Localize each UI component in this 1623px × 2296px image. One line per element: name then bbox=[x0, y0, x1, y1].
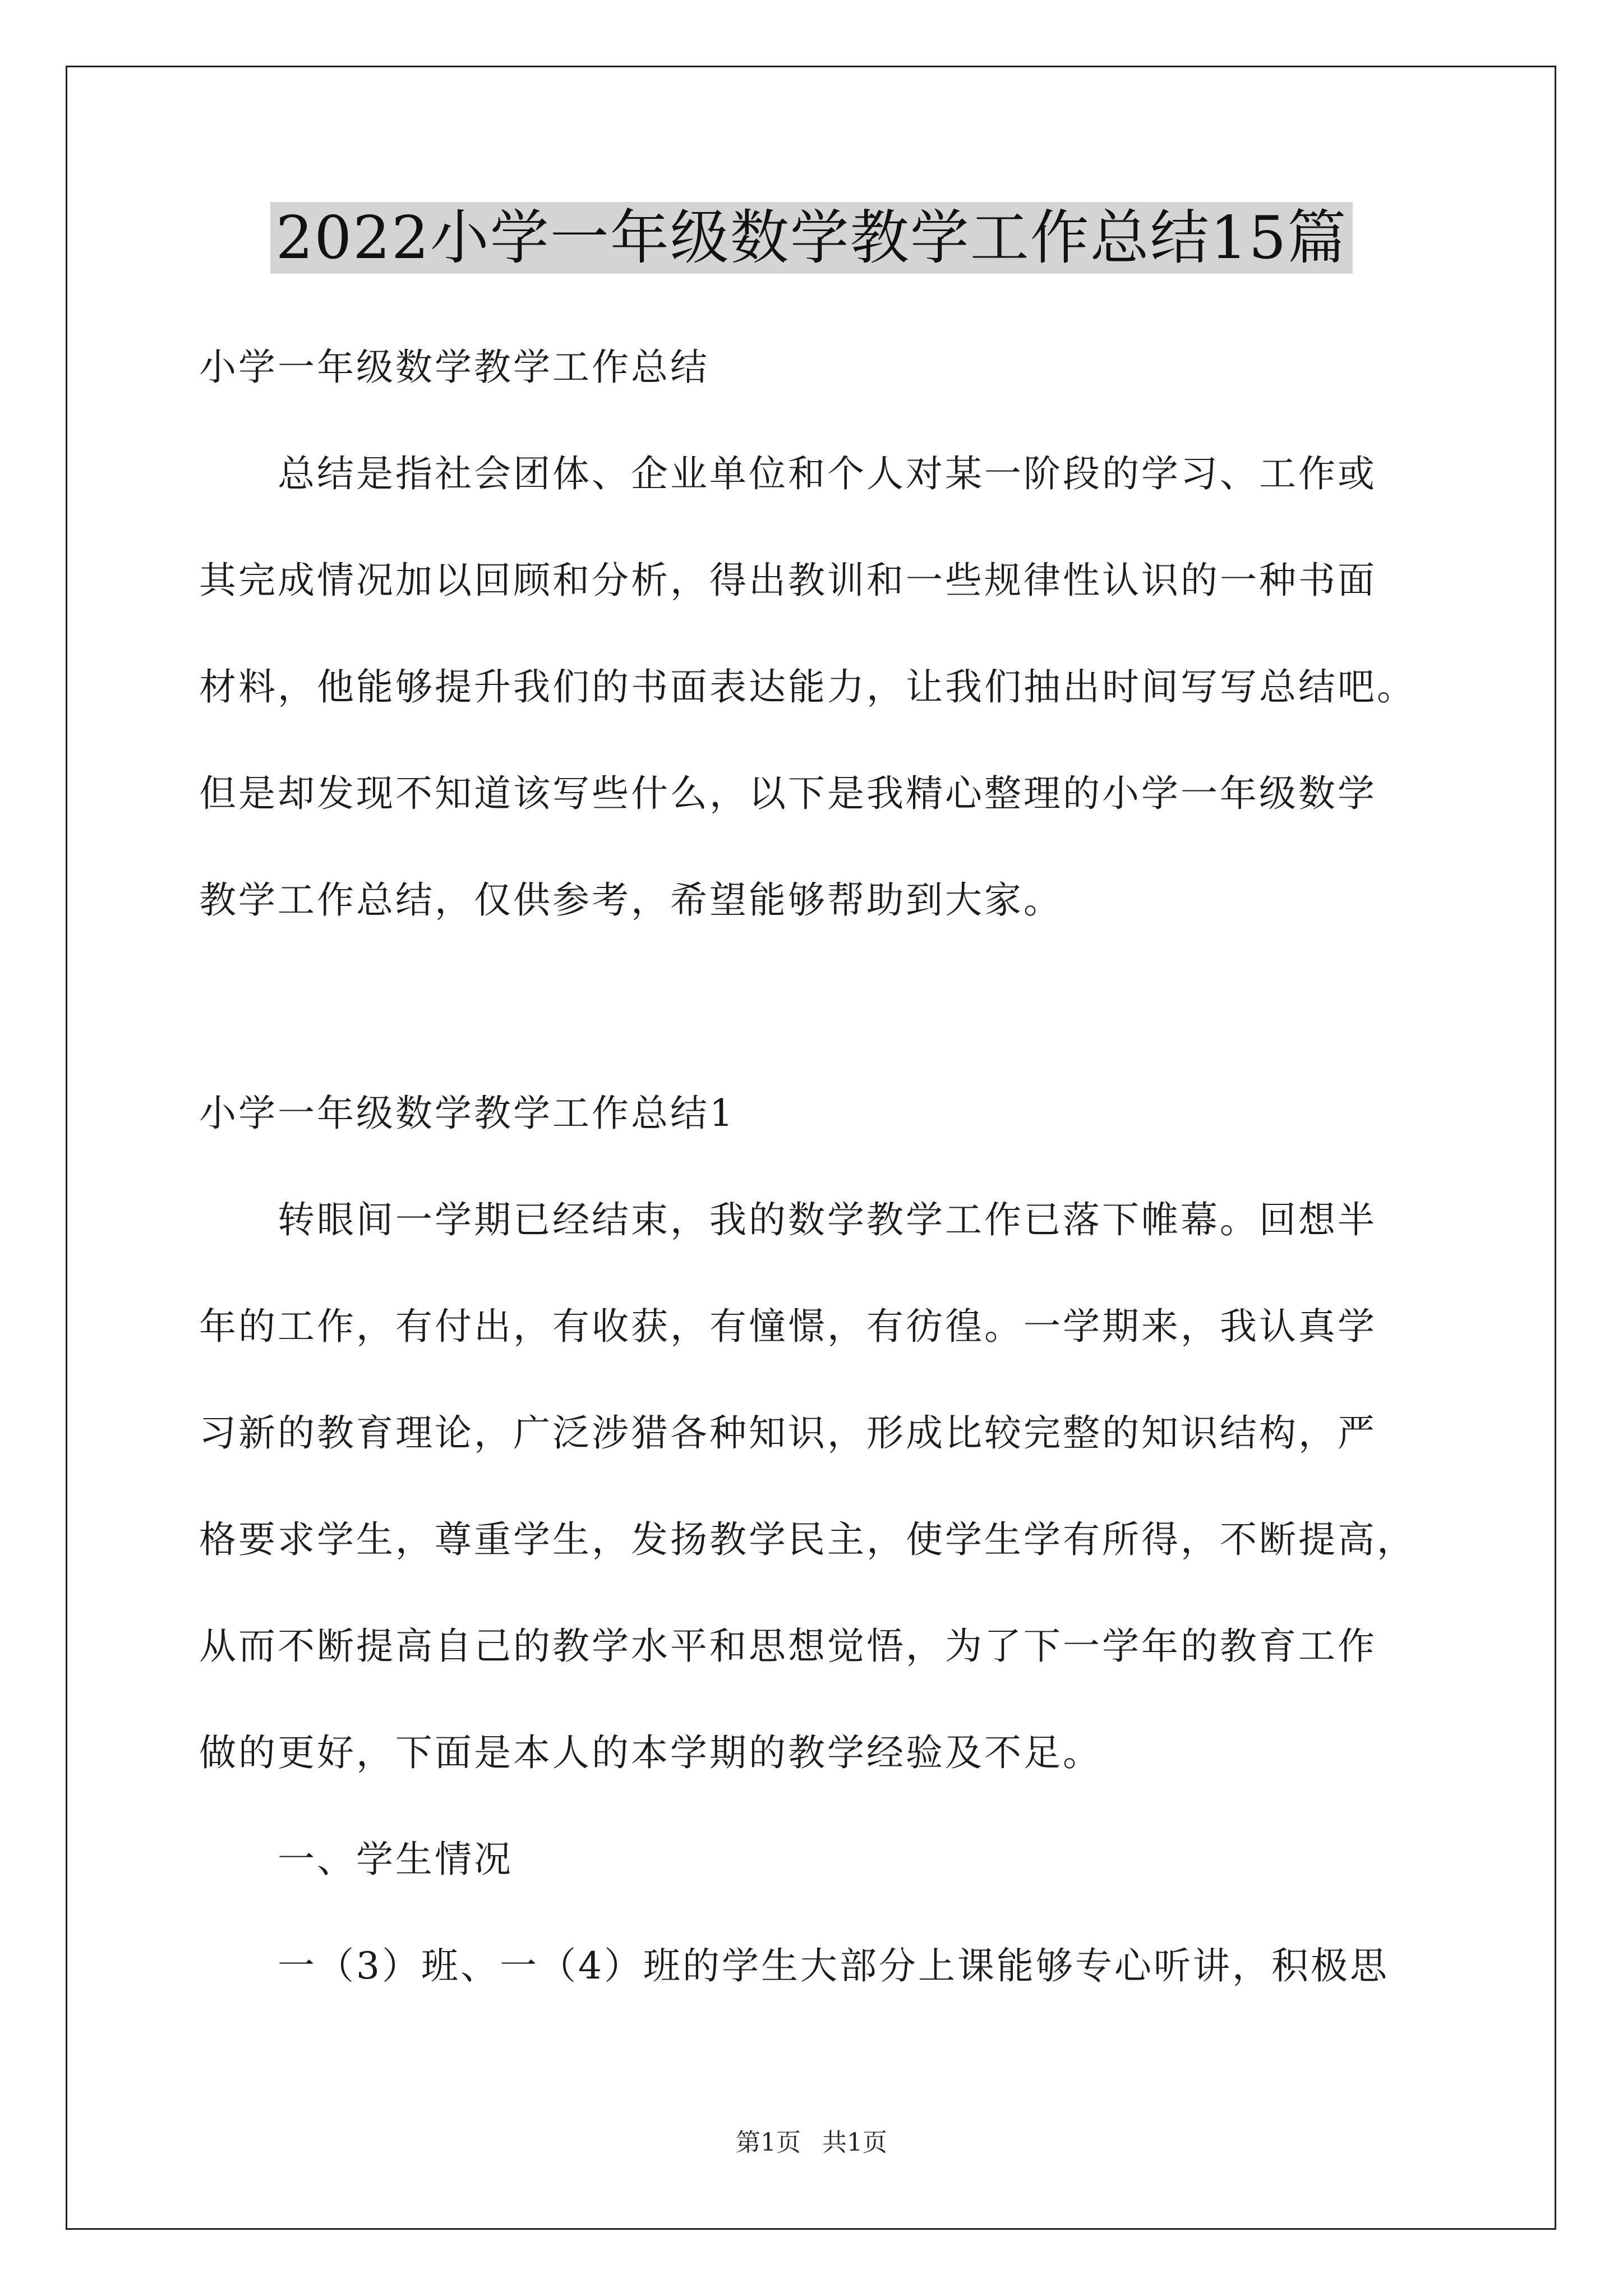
page-footer bbox=[0, 2126, 1623, 2160]
paragraph-line: 习新的教育理论，广泛涉猎各种知识，形成比较完整的知识结构，严 bbox=[199, 1411, 1377, 1455]
paragraph-line: 做的更好，下面是本人的本学期的教学经验及不足。 bbox=[199, 1731, 1102, 1774]
paragraph-line: 格要求学生，尊重学生，发扬教学民主，使学生学有所得，不断提高， bbox=[199, 1518, 1416, 1561]
document-title: 2022小学一年级数学教学工作总结15篇 bbox=[270, 202, 1353, 274]
paragraph-line: 教学工作总结，仅供参考，希望能够帮助到大家。 bbox=[199, 878, 1063, 922]
paragraph-line: 从而不断提高自己的教学水平和思想觉悟，为了下一学年的教育工作 bbox=[199, 1625, 1377, 1668]
paragraph-line: 年的工作，有付出，有收获，有憧憬，有彷徨。一学期来，我认真学 bbox=[199, 1305, 1377, 1348]
paragraph-line: 其完成情况加以回顾和分析，得出教训和一些规律性认识的一种书面 bbox=[199, 559, 1377, 602]
paragraph-line: 转眼间一学期已经结束，我的数学教学工作已落下帷幕。回想半 bbox=[278, 1198, 1377, 1241]
paragraph-line: 但是却发现不知道该写些什么，以下是我精心整理的小学一年级数学 bbox=[199, 772, 1377, 815]
document-body bbox=[199, 314, 1461, 2019]
page-number-current: 第1页 bbox=[736, 2128, 801, 2157]
section-heading: 小学一年级数学教学工作总结1 bbox=[199, 1092, 735, 1135]
paragraph-line: 一（3）班、一（4）班的学生大部分上课能够专心听讲，积极思 bbox=[278, 1944, 1389, 1987]
title-container bbox=[0, 202, 1623, 274]
blank-line bbox=[199, 954, 1461, 1060]
intro-heading: 小学一年级数学教学工作总结 bbox=[199, 346, 709, 389]
paragraph-line: 总结是指社会团体、企业单位和个人对某一阶段的学习、工作或 bbox=[278, 452, 1377, 495]
subheading: 一、学生情况 bbox=[278, 1838, 513, 1881]
paragraph-line: 材料，他能够提升我们的书面表达能力，让我们抽出时间写写总结吧。 bbox=[199, 665, 1416, 708]
page-number-total: 共1页 bbox=[822, 2128, 887, 2157]
